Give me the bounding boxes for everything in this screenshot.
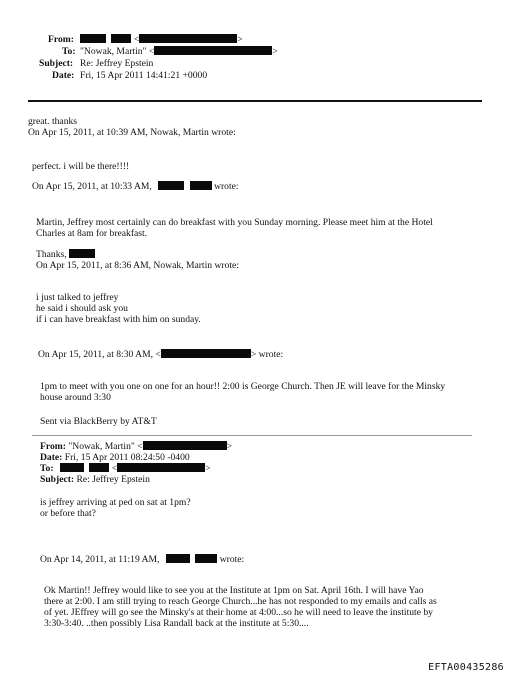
body-line: 3:30-3:40. ..then possibly Lisa Randall back at the institute at 5:30.... [44,618,309,629]
body-line: Charles at 8am for breakfast. [36,228,148,239]
body-line: On Apr 15, 2011, at 8:36 AM, Nowak, Martin wrote: [36,260,239,271]
quoted-subject-line [40,474,150,485]
attribution-text: On Apr 15, 2011, at 10:33 AM, [32,181,152,192]
angle-close: > [205,463,211,474]
body-line: Ok Martin!! Jeffrey would like to see you at the Institute at 1pm on Sat. April 16th. I will have Yao [44,585,424,596]
redaction-box [161,349,251,358]
redaction-box [139,34,237,43]
attribution-wrote: wrote: [219,554,245,565]
quoted-from-value: "Nowak, Martin" < [68,441,143,452]
body-line: 1pm to meet with you one on one for an hour!! 2:00 is George Church. Then JE will leave for the Minsky [40,381,446,392]
body-line: great. thanks [28,116,78,127]
quoted-date-line [40,452,190,463]
signoff-text: Thanks, [36,249,67,260]
quoted-from-line [40,441,232,452]
redaction-box [80,34,106,43]
attribution-wrote: wrote: [214,181,239,192]
body-line: there at 2:00. I am still trying to reach George Church...he has not responded to my emails and calls as [44,596,437,607]
body-line: if i can have breakfast with him on sunday. [36,314,201,325]
subject-label: Subject: [39,58,74,69]
redaction-box [69,249,95,258]
body-line: Sent via BlackBerry by AT&T [40,416,157,427]
quoted-divider [32,435,472,436]
redaction-box [158,181,184,190]
date-value: Fri, 15 Apr 2011 14:41:21 +0000 [80,70,208,81]
quoted-subject-value: Re: Jeffrey Epstein [76,474,150,485]
from-label: From: [48,34,74,45]
attribution-text: On Apr 14, 2011, at 11:19 AM, [40,554,160,565]
body-line: Martin, Jeffrey most certainly can do breakfast with you Sunday morning. Please meet him at the Hotel [36,217,433,228]
angle-close: > [226,441,233,452]
quoted-date-label: Date: [40,452,63,463]
quoted-from-label: From: [40,441,66,452]
quoted-to-line [40,463,211,474]
redaction-box [117,463,205,472]
redaction-box [89,463,109,472]
attribution-text: On Apr 15, 2011, at 8:30 AM, < [38,349,161,360]
redaction-box [60,463,84,472]
redaction-box [195,554,217,563]
redaction-box [154,46,272,55]
angle-close: > [237,34,243,45]
bates-number: EFTA00435286 [428,662,504,673]
attribution-line [32,181,239,192]
angle-close: > [272,46,278,57]
redaction-box [166,554,190,563]
to-label: To: [62,46,76,57]
redaction-box [190,181,212,190]
angle-open: < [111,463,118,474]
body-line: perfect. i will be there!!!! [32,161,130,172]
redaction-box [111,34,131,43]
body-line: he said i should ask you [36,303,128,314]
quoted-to-label: To: [40,463,54,474]
to-name: "Nowak, Martin" < [80,46,155,57]
redaction-box [143,441,227,450]
attribution-wrote: > wrote: [250,349,284,360]
body-line: On Apr 15, 2011, at 10:39 AM, Nowak, Martin wrote: [28,127,236,138]
body-line: i just talked to jeffrey [36,292,119,303]
to-value [80,46,278,57]
body-line: or before that? [40,508,96,519]
body-line: is jeffrey arriving at ped on sat at 1pm? [40,497,191,508]
body-line: house around 3:30 [40,392,111,403]
date-label: Date: [52,70,75,81]
signoff-line [36,249,95,260]
angle-open: < [133,34,140,45]
header-divider [28,100,482,102]
attribution-line [38,349,283,360]
body-line: of yet. JEffrey will go see the Minsky's at their home at 4:00...so he will need to leave the institute by [44,607,433,618]
from-redaction [80,34,243,45]
quoted-date-value: Fri, 15 Apr 2011 08:24:50 -0400 [64,452,190,463]
attribution-line [40,554,244,565]
quoted-subject-label: Subject: [40,474,75,485]
subject-value: Re: Jeffrey Epstein [80,58,154,69]
